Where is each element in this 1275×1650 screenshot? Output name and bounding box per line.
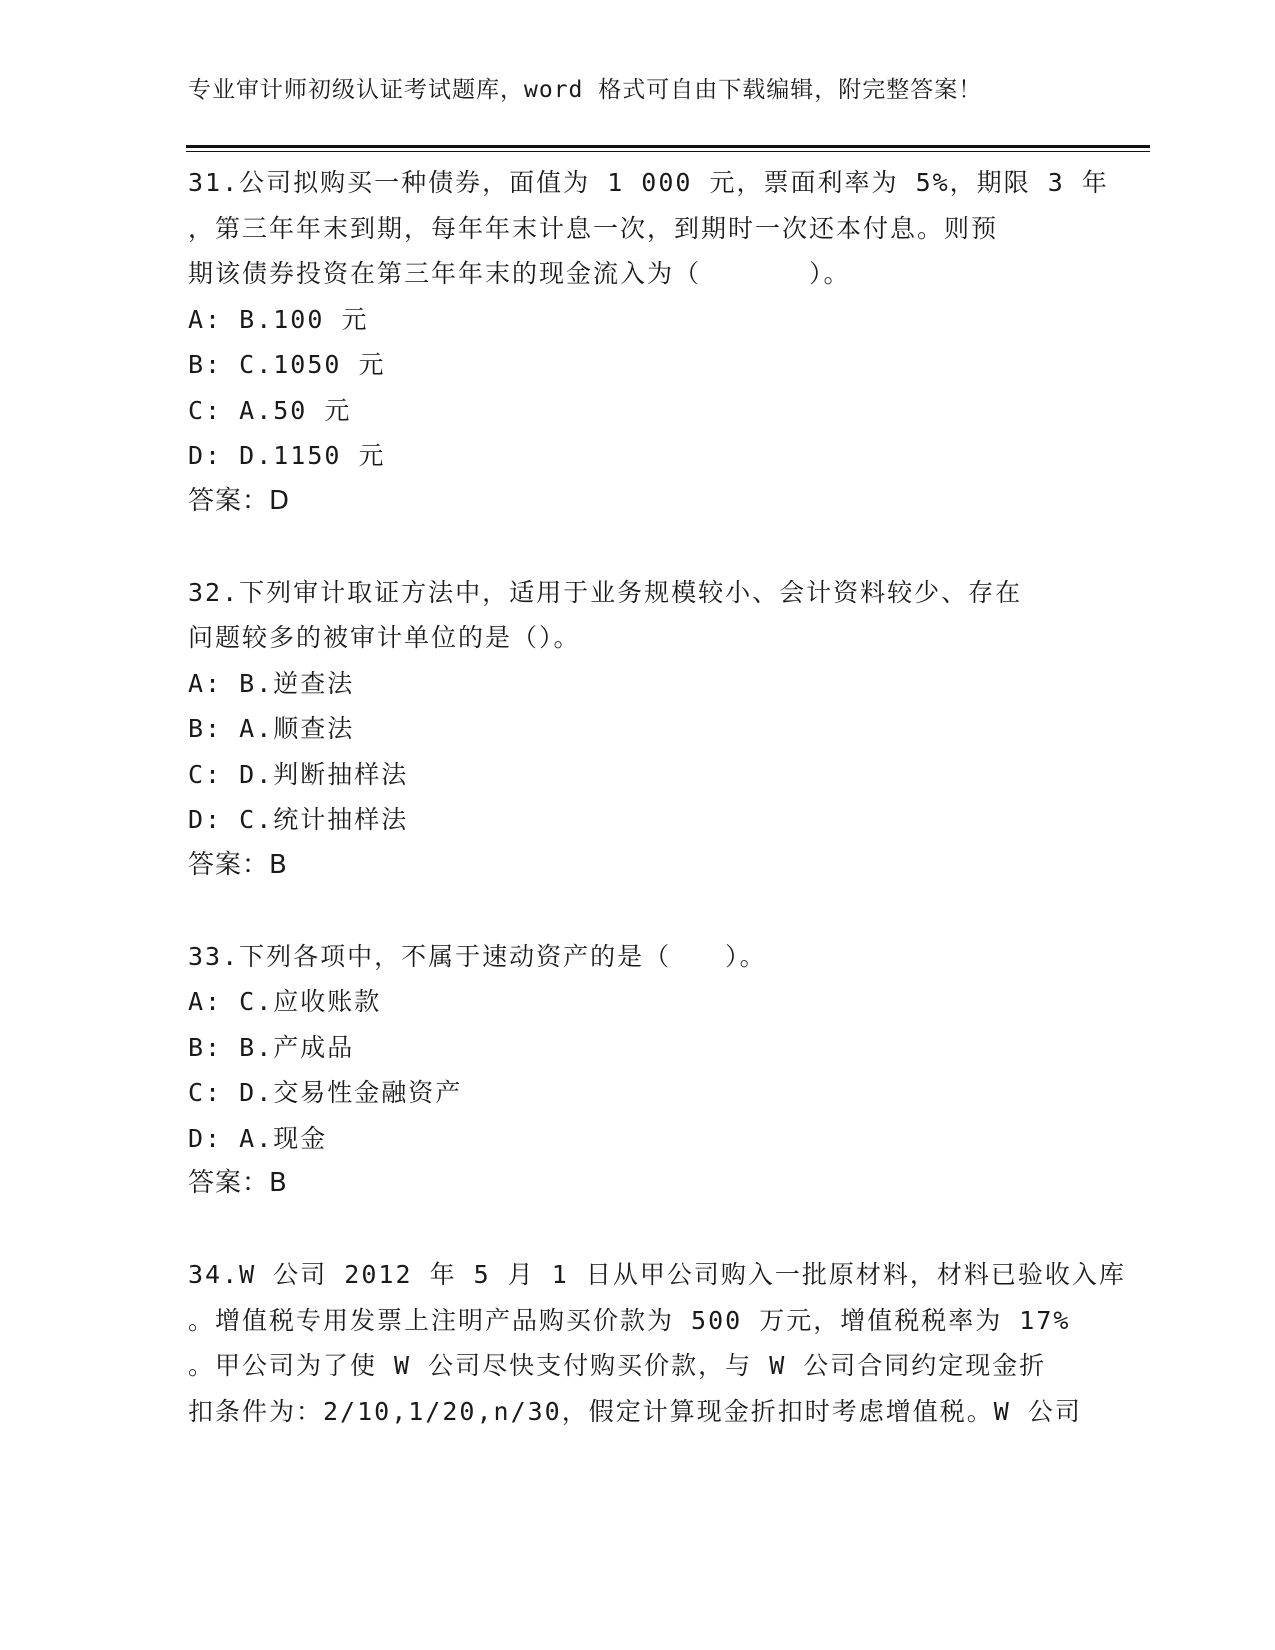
question-text-line: 31.公司拟购买一种债券，面值为 1 000 元，票面利率为 5%，期限 3 年	[188, 168, 1109, 197]
question-text-line: 33.下列各项中，不属于速动资产的是（ ）。	[188, 941, 767, 971]
question-34	[188, 1252, 1126, 1434]
question-text-line: 32.下列审计取证方法中，适用于业务规模较小、会计资料较少、存在	[188, 577, 1023, 607]
option-a: A: B.100 元	[188, 304, 369, 334]
answer: 答案：D	[188, 485, 291, 516]
question-text-line: 问题较多的被审计单位的是（）。	[188, 623, 581, 652]
option-c: C: A.50 元	[188, 395, 352, 425]
option-a: A: B.逆查法	[188, 668, 355, 698]
option-c: C: D.交易性金融资产	[188, 1078, 463, 1107]
question-text-line: 。增值税专用发票上注明产品购买价款为 500 万元，增值税税率为 17%	[188, 1305, 1071, 1335]
question-text-line: ，第三年年末到期，每年年末计息一次，到期时一次还本付息。则预	[188, 213, 999, 243]
option-b: B: C.1050 元	[188, 350, 386, 379]
answer: 答案：B	[188, 849, 288, 880]
option-b: B: B.产成品	[188, 1032, 355, 1062]
question-32	[188, 570, 1088, 889]
page-header: 专业审计师初级认证考试题库，word 格式可自由下载编辑，附完整答案！	[188, 77, 983, 103]
option-d: D: A.现金	[188, 1123, 328, 1153]
question-text-line: 期该债券投资在第三年年末的现金流入为（ ）。	[188, 259, 851, 288]
question-list	[188, 160, 1126, 1434]
option-d: D: D.1150 元	[188, 441, 386, 470]
option-b: B: A.顺查法	[188, 714, 355, 743]
option-c: C: D.判断抽样法	[188, 759, 409, 789]
question-text-line: 34.W 公司 2012 年 5 月 1 日从甲公司购入一批原材料，材料已验收入库	[188, 1260, 1126, 1289]
question-31	[188, 160, 1109, 524]
question-33	[188, 934, 1088, 1207]
header-divider	[186, 145, 1150, 148]
option-a: A: C.应收账款	[188, 987, 382, 1016]
question-text-line: 扣条件为：2/10,1/20,n/30，假定计算现金折扣时考虑增值税。W 公司	[188, 1396, 1082, 1426]
option-d: D: C.统计抽样法	[188, 805, 409, 834]
answer: 答案：B	[188, 1168, 288, 1198]
question-text-line: 。甲公司为了使 W 公司尽快支付购买价款，与 W 公司合同约定现金折	[188, 1351, 1047, 1380]
header-divider-thin	[186, 151, 1150, 152]
